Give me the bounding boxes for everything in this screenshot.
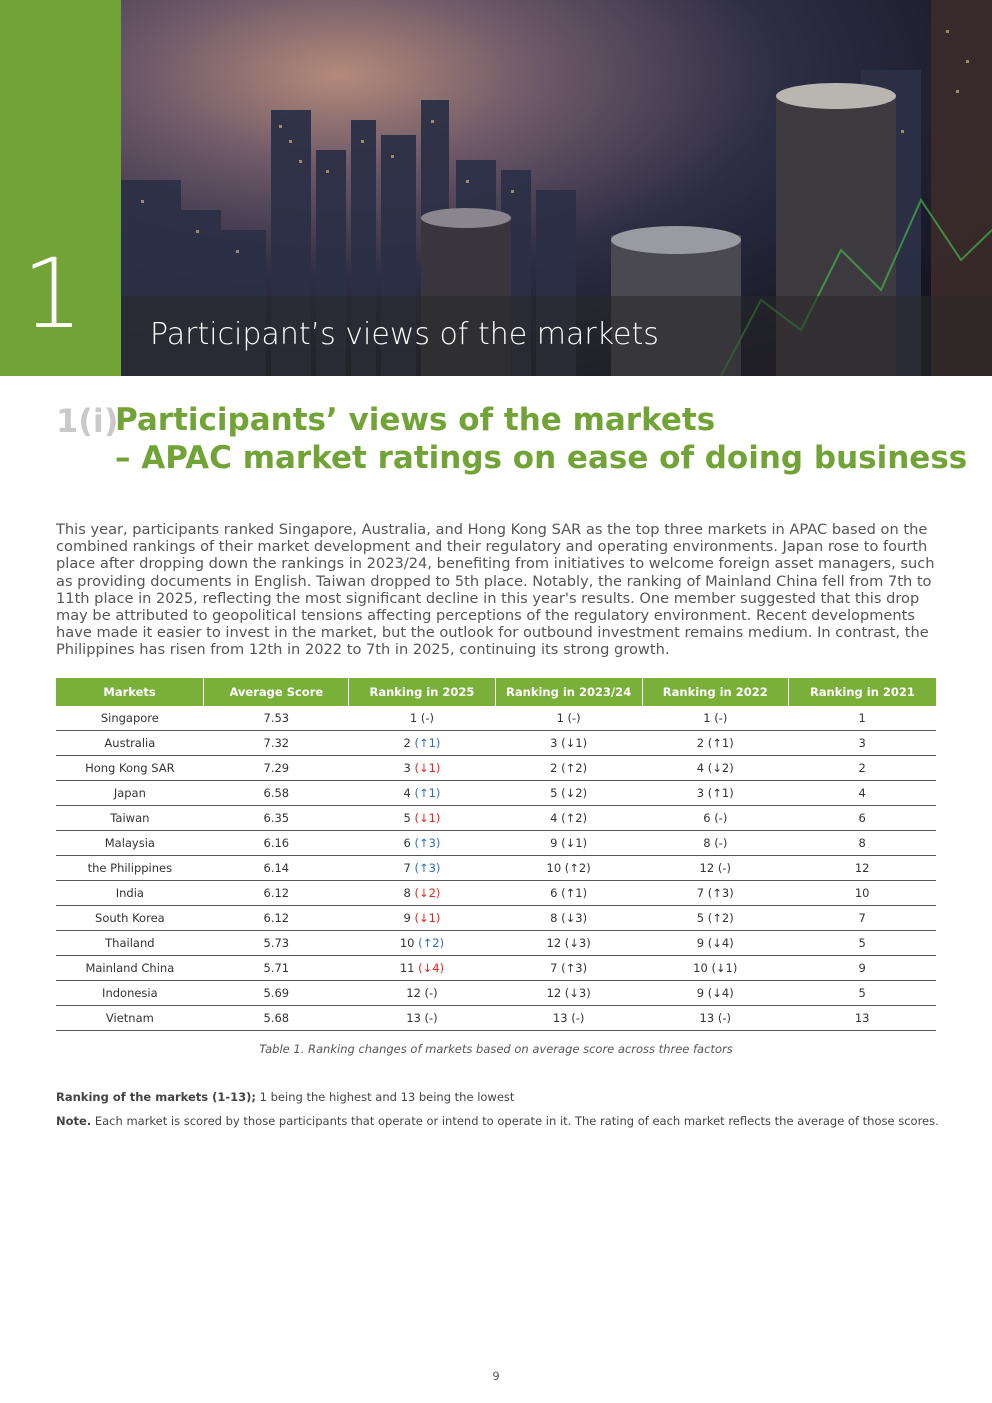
rank-change: (-) <box>714 836 728 850</box>
rank-change: (-) <box>714 711 728 725</box>
rank-number: 12 <box>546 936 562 950</box>
cell-market: Vietnam <box>56 1006 204 1031</box>
rank-change: (-) <box>717 861 731 875</box>
rank-change: (↓1) <box>711 961 738 975</box>
rank-number: 7 <box>403 861 411 875</box>
cell-ranking-2023-24 <box>495 906 642 931</box>
col-header-ranking-2025: Ranking in 2025 <box>349 678 495 706</box>
rank-change: (↓1) <box>561 736 588 750</box>
rank-change: (↓4) <box>707 986 734 1000</box>
rank-change: (↓4) <box>418 961 445 975</box>
ranking-note-text: 1 being the highest and 13 being the lowest <box>256 1090 515 1104</box>
cell-ranking-2021: 5 <box>788 981 936 1006</box>
col-header-markets: Markets <box>56 678 204 706</box>
cell-ranking-2023-24 <box>495 831 642 856</box>
table-row <box>56 731 936 756</box>
rank-number: 5 <box>550 786 558 800</box>
rank-number: 8 <box>550 911 558 925</box>
rank-number: 5 <box>696 911 705 925</box>
cell-market: Malaysia <box>56 831 204 856</box>
rank-number: 6 <box>703 811 711 825</box>
rank-change: (-) <box>717 1011 731 1025</box>
cell-average-score: 5.71 <box>204 956 349 981</box>
table-header-row <box>56 678 936 706</box>
cell-ranking-2022 <box>642 706 788 731</box>
table-row <box>56 906 936 931</box>
cell-market: Japan <box>56 781 204 806</box>
chapter-banner <box>0 0 992 376</box>
rank-number: 6 <box>403 836 411 850</box>
rank-change: (↓3) <box>564 936 591 950</box>
rank-change: (↑1) <box>414 736 441 750</box>
rank-number: 9 <box>696 986 705 1000</box>
rank-change: (-) <box>567 711 581 725</box>
table-row <box>56 706 936 731</box>
rank-number: 8 <box>403 886 411 900</box>
cell-ranking-2021: 2 <box>788 756 936 781</box>
cell-ranking-2021: 5 <box>788 931 936 956</box>
ranking-note-label: Ranking of the markets (1-13); <box>56 1090 256 1104</box>
rank-number: 13 <box>552 1011 568 1025</box>
cell-average-score: 6.12 <box>204 881 349 906</box>
rank-change: (↑3) <box>707 886 734 900</box>
table-row <box>56 881 936 906</box>
rank-change: (↓2) <box>561 786 588 800</box>
table-caption: Table 1. Ranking changes of markets based on average score across three factors <box>259 1042 733 1056</box>
score-note-text: Each market is scored by those participants that operate or intend to operate in it. The rating of each market reflects the average of those scores. <box>91 1114 939 1128</box>
cell-ranking-2025 <box>349 1006 495 1031</box>
rank-number: 7 <box>696 886 705 900</box>
rank-number: 4 <box>403 786 411 800</box>
cell-average-score: 5.69 <box>204 981 349 1006</box>
cell-ranking-2021: 8 <box>788 831 936 856</box>
cell-average-score: 6.58 <box>204 781 349 806</box>
rank-number: 11 <box>399 961 415 975</box>
rank-number: 3 <box>550 736 558 750</box>
table-row <box>56 931 936 956</box>
table-row <box>56 1006 936 1031</box>
rank-change: (-) <box>424 1011 438 1025</box>
rank-number: 9 <box>550 836 558 850</box>
cell-ranking-2025 <box>349 956 495 981</box>
cell-ranking-2023-24 <box>495 756 642 781</box>
cell-average-score: 7.53 <box>204 706 349 731</box>
col-header-ranking-2022: Ranking in 2022 <box>642 678 788 706</box>
rank-change: (↑1) <box>561 886 588 900</box>
rank-number: 1 <box>409 711 418 725</box>
cell-ranking-2025 <box>349 831 495 856</box>
rank-change: (↑3) <box>561 961 588 975</box>
rank-number: 5 <box>403 811 411 825</box>
cell-ranking-2021: 12 <box>788 856 936 881</box>
cell-average-score: 5.73 <box>204 931 349 956</box>
cell-market: Singapore <box>56 706 204 731</box>
cell-ranking-2021: 9 <box>788 956 936 981</box>
rank-number: 9 <box>696 936 705 950</box>
cell-ranking-2022 <box>642 781 788 806</box>
rank-change: (↑2) <box>564 861 591 875</box>
rank-number: 10 <box>693 961 708 975</box>
table-row <box>56 756 936 781</box>
cell-ranking-2022 <box>642 931 788 956</box>
table-row <box>56 831 936 856</box>
table-row <box>56 806 936 831</box>
rank-number: 3 <box>696 786 705 800</box>
cell-ranking-2021: 6 <box>788 806 936 831</box>
rank-change: (↑2) <box>561 811 588 825</box>
rank-number: 4 <box>550 811 558 825</box>
chapter-number: 1 <box>22 238 84 350</box>
cell-ranking-2021: 10 <box>788 881 936 906</box>
rank-change: (↑1) <box>707 786 734 800</box>
cell-market: Indonesia <box>56 981 204 1006</box>
col-header-average-score: Average Score <box>204 678 349 706</box>
intro-paragraph: This year, participants ranked Singapore, Australia, and Hong Kong SAR as the top three markets in APAC based on the combined rankings of their market development and their regulatory and operating environments. Japan rose to fourth place after dropping down the rankings in 2023/24, benefiting from initiatives to welcome foreign asset managers, such as providing documents in English. Taiwan dropped to 5th place. Notably, the ranking of Mainland China fell from 7th to 11th place in 2025, reflecting the most significant decline in this year's results. One member suggested that this drop may be attributed to geopolitical tensions affecting perceptions of the regulatory environment. Recent developments have made it easier to invest in the market, but the outlook for outbound investment remains medium. In contrast, the Philippines has risen from 12th in 2022 to 7th in 2025, continuing its strong growth. <box>56 521 935 659</box>
cell-market: Taiwan <box>56 806 204 831</box>
cell-ranking-2023-24 <box>495 956 642 981</box>
cell-market: India <box>56 881 204 906</box>
cell-ranking-2021: 7 <box>788 906 936 931</box>
cell-market: Mainland China <box>56 956 204 981</box>
table-row <box>56 981 936 1006</box>
cell-ranking-2023-24 <box>495 731 642 756</box>
cell-ranking-2022 <box>642 831 788 856</box>
rank-change: (↑2) <box>561 761 588 775</box>
rank-number: 12 <box>699 861 715 875</box>
cell-ranking-2025 <box>349 806 495 831</box>
rank-change: (↑2) <box>707 911 734 925</box>
rank-change: (↑3) <box>414 836 441 850</box>
cell-market: Thailand <box>56 931 204 956</box>
cell-market: South Korea <box>56 906 204 931</box>
cell-ranking-2025 <box>349 856 495 881</box>
cell-ranking-2025 <box>349 756 495 781</box>
rank-change: (↑1) <box>414 786 441 800</box>
rank-change: (-) <box>420 711 435 725</box>
rank-number: 13 <box>406 1011 421 1025</box>
rank-number: 9 <box>403 911 411 925</box>
cell-ranking-2025 <box>349 906 495 931</box>
market-ranking-table <box>56 678 936 1031</box>
cell-ranking-2022 <box>642 856 788 881</box>
cell-ranking-2021: 1 <box>788 706 936 731</box>
rank-change: (↓1) <box>414 911 441 925</box>
rank-number: 6 <box>550 886 558 900</box>
rank-number: 13 <box>699 1011 715 1025</box>
cell-ranking-2023-24 <box>495 1006 642 1031</box>
table-row <box>56 856 936 881</box>
cell-ranking-2023-24 <box>495 931 642 956</box>
rank-change: (-) <box>714 811 728 825</box>
rank-number: 10 <box>399 936 415 950</box>
rank-change: (-) <box>571 1011 585 1025</box>
rank-number: 2 <box>696 736 705 750</box>
rank-number: 2 <box>550 761 558 775</box>
page-number: 9 <box>492 1369 500 1383</box>
cell-market: Australia <box>56 731 204 756</box>
rank-number: 7 <box>550 961 558 975</box>
cell-market: the Philippines <box>56 856 204 881</box>
ranking-note <box>56 1090 514 1104</box>
cell-ranking-2025 <box>349 706 495 731</box>
table-body <box>56 706 936 1031</box>
cell-ranking-2021: 3 <box>788 731 936 756</box>
rank-number: 12 <box>406 986 421 1000</box>
section-title-line2: – APAC market ratings on ease of doing business <box>115 440 968 476</box>
col-header-ranking-2023-24: Ranking in 2023/24 <box>495 678 642 706</box>
cell-ranking-2025 <box>349 731 495 756</box>
cell-average-score: 6.14 <box>204 856 349 881</box>
rank-change: (↓3) <box>564 986 591 1000</box>
cell-average-score: 7.32 <box>204 731 349 756</box>
section-number: 1(i) <box>56 402 119 440</box>
rank-change: (↓1) <box>561 836 588 850</box>
rank-number: 4 <box>696 761 705 775</box>
cell-ranking-2021: 4 <box>788 781 936 806</box>
cell-ranking-2025 <box>349 981 495 1006</box>
rank-number: 1 <box>703 711 711 725</box>
cell-ranking-2023-24 <box>495 856 642 881</box>
rank-change: (-) <box>424 986 438 1000</box>
cell-ranking-2022 <box>642 906 788 931</box>
cell-ranking-2022 <box>642 981 788 1006</box>
rank-change: (↑1) <box>707 736 734 750</box>
cell-ranking-2022 <box>642 956 788 981</box>
cell-ranking-2025 <box>349 881 495 906</box>
score-note <box>56 1114 939 1128</box>
cell-ranking-2022 <box>642 731 788 756</box>
col-header-ranking-2021: Ranking in 2021 <box>788 678 936 706</box>
cell-ranking-2023-24 <box>495 806 642 831</box>
rank-number: 12 <box>546 986 562 1000</box>
section-title-line1: Participants’ views of the markets <box>115 402 716 438</box>
score-note-label: Note. <box>56 1114 92 1128</box>
cell-market: Hong Kong SAR <box>56 756 204 781</box>
rank-change: (↓2) <box>414 886 441 900</box>
cell-ranking-2023-24 <box>495 881 642 906</box>
rank-change: (↑3) <box>414 861 441 875</box>
cell-average-score: 6.16 <box>204 831 349 856</box>
cell-average-score: 5.68 <box>204 1006 349 1031</box>
cell-ranking-2022 <box>642 881 788 906</box>
cell-ranking-2023-24 <box>495 706 642 731</box>
cell-ranking-2025 <box>349 781 495 806</box>
cell-ranking-2022 <box>642 1006 788 1031</box>
chapter-title: Participant’s views of the markets <box>150 317 659 352</box>
cell-average-score: 7.29 <box>204 756 349 781</box>
rank-number: 8 <box>703 836 711 850</box>
cell-average-score: 6.35 <box>204 806 349 831</box>
rank-number: 10 <box>546 861 562 875</box>
rank-change: (↓2) <box>707 761 734 775</box>
table-row <box>56 956 936 981</box>
cell-ranking-2023-24 <box>495 981 642 1006</box>
rank-change: (↑2) <box>418 936 445 950</box>
rank-change: (↓1) <box>414 761 441 775</box>
cell-ranking-2022 <box>642 806 788 831</box>
cell-average-score: 6.12 <box>204 906 349 931</box>
rank-number: 2 <box>403 736 411 750</box>
table-row <box>56 781 936 806</box>
cell-ranking-2025 <box>349 931 495 956</box>
rank-number: 1 <box>556 711 564 725</box>
cell-ranking-2021: 13 <box>788 1006 936 1031</box>
rank-change: (↓4) <box>707 936 734 950</box>
cell-ranking-2022 <box>642 756 788 781</box>
cell-ranking-2023-24 <box>495 781 642 806</box>
rank-change: (↓1) <box>414 811 441 825</box>
rank-number: 3 <box>403 761 411 775</box>
rank-change: (↓3) <box>561 911 588 925</box>
